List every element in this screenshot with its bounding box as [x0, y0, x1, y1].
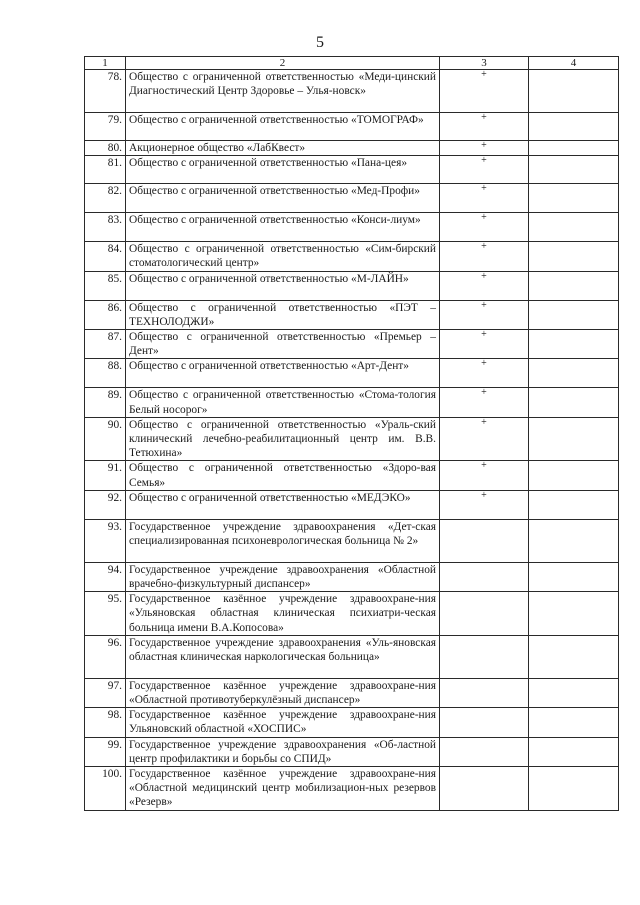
- table-row: [85, 767, 619, 811]
- row-number: 94.: [85, 562, 126, 591]
- column-header-1: 1: [85, 57, 126, 70]
- row-number: 79.: [85, 113, 126, 141]
- column-3-mark: +: [440, 388, 529, 417]
- table-row: [85, 359, 619, 388]
- organization-name: Акционерное общество «ЛабКвест»: [126, 141, 440, 156]
- column-4-mark: [529, 359, 619, 388]
- organization-name: Общество с ограниченной ответственностью «Мед-Профи»: [126, 184, 440, 213]
- page-number: 5: [316, 34, 324, 51]
- organization-name: Государственное казённое учреждение здравоохране-ния «Областной медицинский центр мобилизацион-ных резервов «Резерв»: [126, 767, 440, 811]
- column-3-mark: [440, 635, 529, 678]
- organization-name: Государственное учреждение здравоохранения «Областной врачебно-физкультурный диспансер»: [126, 562, 440, 591]
- organization-name: Общество с ограниченной ответственностью «Меди-цинский Диагностический Центр Здоровье – Улья-новск»: [126, 70, 440, 113]
- table-row: [85, 271, 619, 300]
- column-3-mark: [440, 737, 529, 766]
- row-number: 82.: [85, 184, 126, 213]
- column-4-mark: [529, 417, 619, 461]
- column-3-mark: +: [440, 141, 529, 156]
- table-row: [85, 490, 619, 519]
- organization-name: Государственное учреждение здравоохранения «Об-ластной центр профилактики и борьбы со СПИД»: [126, 737, 440, 766]
- table-row: [85, 300, 619, 329]
- column-3-mark: [440, 592, 529, 636]
- column-4-mark: [529, 767, 619, 811]
- row-number: 84.: [85, 242, 126, 271]
- organization-name: Общество с ограниченной ответственностью «Здоро-вая Семья»: [126, 461, 440, 490]
- column-4-mark: [529, 271, 619, 300]
- table-row: [85, 388, 619, 417]
- column-4-mark: [529, 213, 619, 242]
- organizations-table: [84, 56, 619, 811]
- row-number: 97.: [85, 678, 126, 707]
- row-number: 85.: [85, 271, 126, 300]
- row-number: 78.: [85, 70, 126, 113]
- row-number: 95.: [85, 592, 126, 636]
- row-number: 86.: [85, 300, 126, 329]
- row-number: 96.: [85, 635, 126, 678]
- table-row: [85, 330, 619, 359]
- table-body: [85, 70, 619, 811]
- column-4-mark: [529, 635, 619, 678]
- column-header-4: 4: [529, 57, 619, 70]
- table-row: [85, 562, 619, 591]
- column-3-mark: +: [440, 300, 529, 329]
- table-row: [85, 737, 619, 766]
- organization-name: Общество с ограниченной ответственностью «ПЭТ – ТЕХНОЛОДЖИ»: [126, 300, 440, 329]
- table-row: [85, 156, 619, 184]
- column-3-mark: +: [440, 113, 529, 141]
- column-3-mark: +: [440, 461, 529, 490]
- organization-name: Общество с ограниченной ответственностью «Ураль-ский клинический лечебно-реабилитационный центр им. В.В. Тетюхина»: [126, 417, 440, 461]
- table-row: [85, 708, 619, 737]
- column-3-mark: +: [440, 330, 529, 359]
- column-header-3: 3: [440, 57, 529, 70]
- table-row: [85, 635, 619, 678]
- row-number: 90.: [85, 417, 126, 461]
- table-header-row: [85, 57, 619, 70]
- column-3-mark: [440, 678, 529, 707]
- column-3-mark: +: [440, 271, 529, 300]
- table-row: [85, 678, 619, 707]
- organization-name: Государственное учреждение здравоохранения «Дет-ская специализированная психоневрологическая больница № 2»: [126, 519, 440, 562]
- organization-name: Общество с ограниченной ответственностью «Стома-тология Белый носорог»: [126, 388, 440, 417]
- column-3-mark: +: [440, 242, 529, 271]
- column-3-mark: +: [440, 417, 529, 461]
- row-number: 91.: [85, 461, 126, 490]
- organization-name: Общество с ограниченной ответственностью «Арт-Дент»: [126, 359, 440, 388]
- organization-name: Государственное учреждение здравоохранения «Уль-яновская областная клиническая наркологическая больница»: [126, 635, 440, 678]
- column-3-mark: +: [440, 359, 529, 388]
- column-4-mark: [529, 70, 619, 113]
- row-number: 88.: [85, 359, 126, 388]
- row-number: 99.: [85, 737, 126, 766]
- column-4-mark: [529, 562, 619, 591]
- organization-name: Общество с ограниченной ответственностью «Премьер – Дент»: [126, 330, 440, 359]
- organization-name: Общество с ограниченной ответственностью «Пана-цея»: [126, 156, 440, 184]
- organization-name: Общество с ограниченной ответственностью «Сим-бирский стоматологический центр»: [126, 242, 440, 271]
- column-3-mark: +: [440, 70, 529, 113]
- row-number: 80.: [85, 141, 126, 156]
- column-3-mark: +: [440, 184, 529, 213]
- table-row: [85, 242, 619, 271]
- column-4-mark: [529, 242, 619, 271]
- row-number: 89.: [85, 388, 126, 417]
- table-row: [85, 461, 619, 490]
- row-number: 98.: [85, 708, 126, 737]
- table-row: [85, 113, 619, 141]
- column-4-mark: [529, 490, 619, 519]
- column-4-mark: [529, 678, 619, 707]
- row-number: 83.: [85, 213, 126, 242]
- column-3-mark: +: [440, 213, 529, 242]
- column-4-mark: [529, 708, 619, 737]
- organization-name: Общество с ограниченной ответственностью «Конси-лиум»: [126, 213, 440, 242]
- organization-name: Государственное казённое учреждение здравоохране-ния Ульяновский областной «ХОСПИС»: [126, 708, 440, 737]
- row-number: 92.: [85, 490, 126, 519]
- organization-name: Государственное казённое учреждение здравоохране-ния «Областной противотуберкулёзный диспансер»: [126, 678, 440, 707]
- column-header-2: 2: [126, 57, 440, 70]
- table-row: [85, 184, 619, 213]
- row-number: 100.: [85, 767, 126, 811]
- column-4-mark: [529, 592, 619, 636]
- column-3-mark: [440, 767, 529, 811]
- column-3-mark: [440, 562, 529, 591]
- column-4-mark: [529, 184, 619, 213]
- row-number: 93.: [85, 519, 126, 562]
- column-4-mark: [529, 737, 619, 766]
- column-3-mark: [440, 708, 529, 737]
- column-4-mark: [529, 113, 619, 141]
- organization-name: Государственное казённое учреждение здравоохране-ния «Ульяновская областная клиническая психиатри-ческая больница имени В.А.Копосова»: [126, 592, 440, 636]
- column-4-mark: [529, 156, 619, 184]
- table-row: [85, 70, 619, 113]
- column-4-mark: [529, 141, 619, 156]
- organization-name: Общество с ограниченной ответственностью «МЕДЭКО»: [126, 490, 440, 519]
- column-4-mark: [529, 300, 619, 329]
- column-4-mark: [529, 388, 619, 417]
- row-number: 87.: [85, 330, 126, 359]
- column-3-mark: [440, 519, 529, 562]
- column-4-mark: [529, 330, 619, 359]
- column-3-mark: +: [440, 490, 529, 519]
- column-4-mark: [529, 461, 619, 490]
- row-number: 81.: [85, 156, 126, 184]
- column-3-mark: +: [440, 156, 529, 184]
- table-row: [85, 519, 619, 562]
- table-row: [85, 417, 619, 461]
- column-4-mark: [529, 519, 619, 562]
- organization-name: Общество с ограниченной ответственностью «ТОМОГРАФ»: [126, 113, 440, 141]
- organization-name: Общество с ограниченной ответственностью «М-ЛАЙН»: [126, 271, 440, 300]
- table-row: [85, 213, 619, 242]
- table-row: [85, 141, 619, 156]
- table-row: [85, 592, 619, 636]
